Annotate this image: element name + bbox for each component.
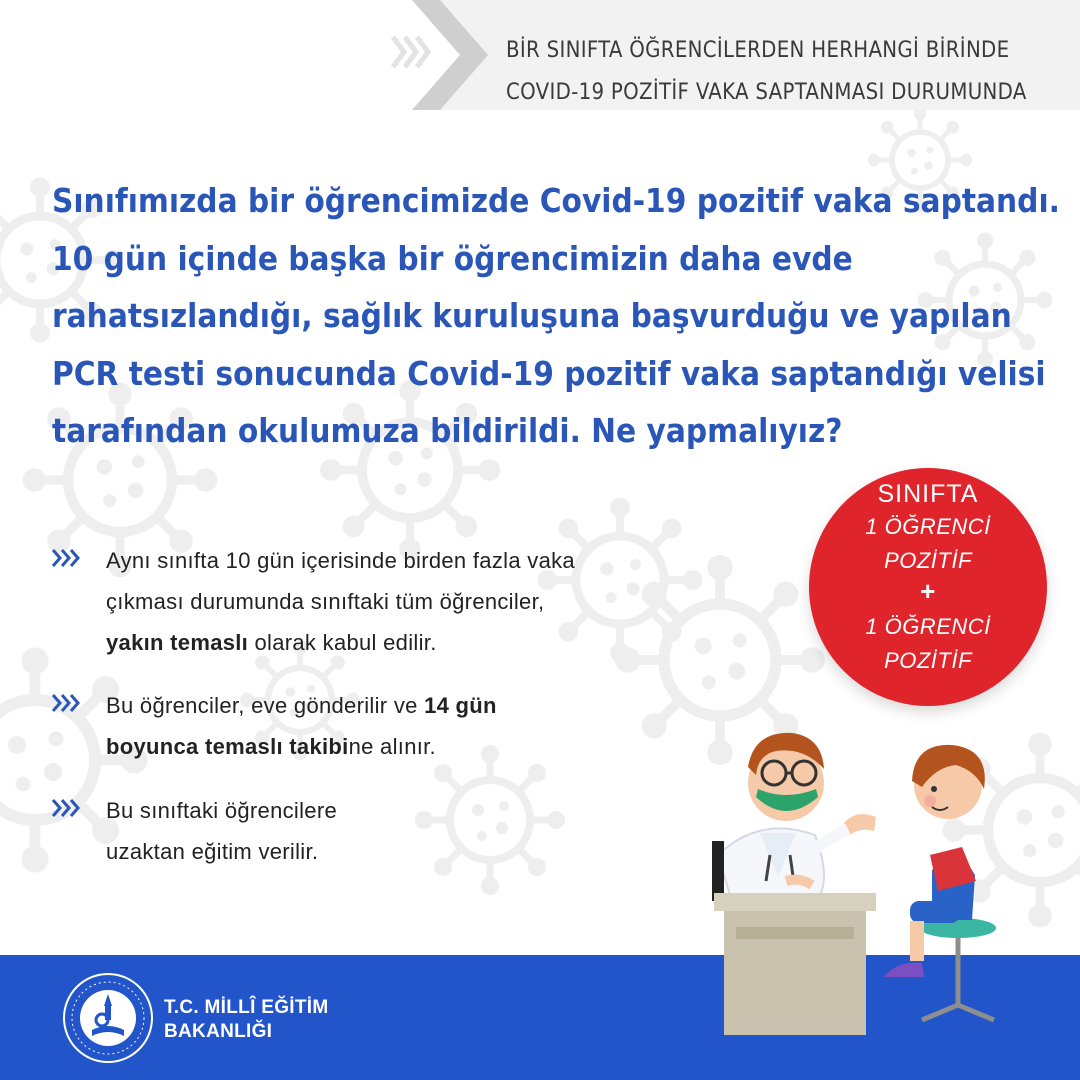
emphasis: boyunca temaslı takibi: [106, 734, 349, 759]
list-item-line: Aynı sınıfta 10 gün içerisinde birden fazla vaka: [106, 548, 575, 573]
badge-case1-line2: POZİTİF: [884, 548, 972, 573]
list-item-line: uzaktan eğitim verilir.: [106, 839, 319, 864]
headline-line: Sınıfımızda bir öğrencimizde Covid-19 pozitif vaka saptandı.: [52, 181, 1060, 220]
emphasis: 14 gün: [424, 693, 497, 718]
badge-title: SINIFTA: [877, 480, 979, 508]
ministry-line-1: T.C. MİLLÎ EĞİTİM: [164, 997, 329, 1018]
child: [884, 745, 985, 977]
triple-chevron-icon: [393, 37, 428, 67]
scenario-question: [52, 172, 1060, 460]
list-item-line: [106, 622, 746, 663]
badge-case2-line1: 1 ÖĞRENCİ: [865, 614, 991, 639]
header-line-1: BİR SINIFTA ÖĞRENCİLERDEN HERHANGİ BİRİNDE: [506, 38, 1010, 63]
stool: [922, 935, 994, 1020]
doctor-child-illustration: [700, 705, 1080, 1035]
list-item-line: Bu sınıftaki öğrencilere: [106, 798, 337, 823]
badge-case1-line1: 1 ÖĞRENCİ: [865, 514, 991, 539]
triple-chevron-bullet-icon: [52, 548, 80, 568]
headline-line: tarafından okulumuza bildirildi. Ne yapmalıyız?: [52, 411, 843, 450]
emphasis: yakın temaslı: [106, 630, 249, 655]
headline-line: 10 gün içinde başka bir öğrencimizin daha evde: [52, 238, 853, 278]
headline-line: rahatsızlandığı, sağlık kuruluşuna başvurduğu ve yapılan: [52, 296, 1012, 335]
header-line-2: COVID-19 POZİTİF VAKA SAPTANMASI DURUMUNDA: [506, 80, 1027, 105]
ministry-line-2: BAKANLIĞI: [164, 1021, 273, 1042]
list-item-line: [106, 726, 746, 767]
ministry-logo: [62, 972, 154, 1064]
desk: [714, 880, 876, 1035]
case-count-badge: [809, 468, 1047, 706]
headline-line: PCR testi sonucunda Covid-19 pozitif vaka saptandığı velisi: [52, 353, 1046, 393]
badge-plus: +: [920, 576, 936, 606]
ministry-name: [164, 996, 328, 1044]
list-item-line: çıkması durumunda sınıftaki tüm öğrenciler,: [106, 589, 545, 614]
badge-case2-line2: POZİTİF: [884, 648, 972, 673]
list-item-text-plain: Bu öğrenciler, eve gönderilir ve: [106, 693, 425, 718]
list-item-text: [106, 540, 746, 663]
list-item-text: [106, 790, 746, 872]
header-title: [506, 30, 1066, 114]
triple-chevron-bullet-icon: [52, 798, 80, 818]
list-item-text-rest: ne alınır.: [348, 734, 436, 759]
list-item-line: [106, 685, 746, 726]
list-item-text: [106, 685, 746, 767]
list-item-text-rest: olarak kabul edilir.: [248, 630, 437, 655]
triple-chevron-bullet-icon: [52, 693, 80, 713]
